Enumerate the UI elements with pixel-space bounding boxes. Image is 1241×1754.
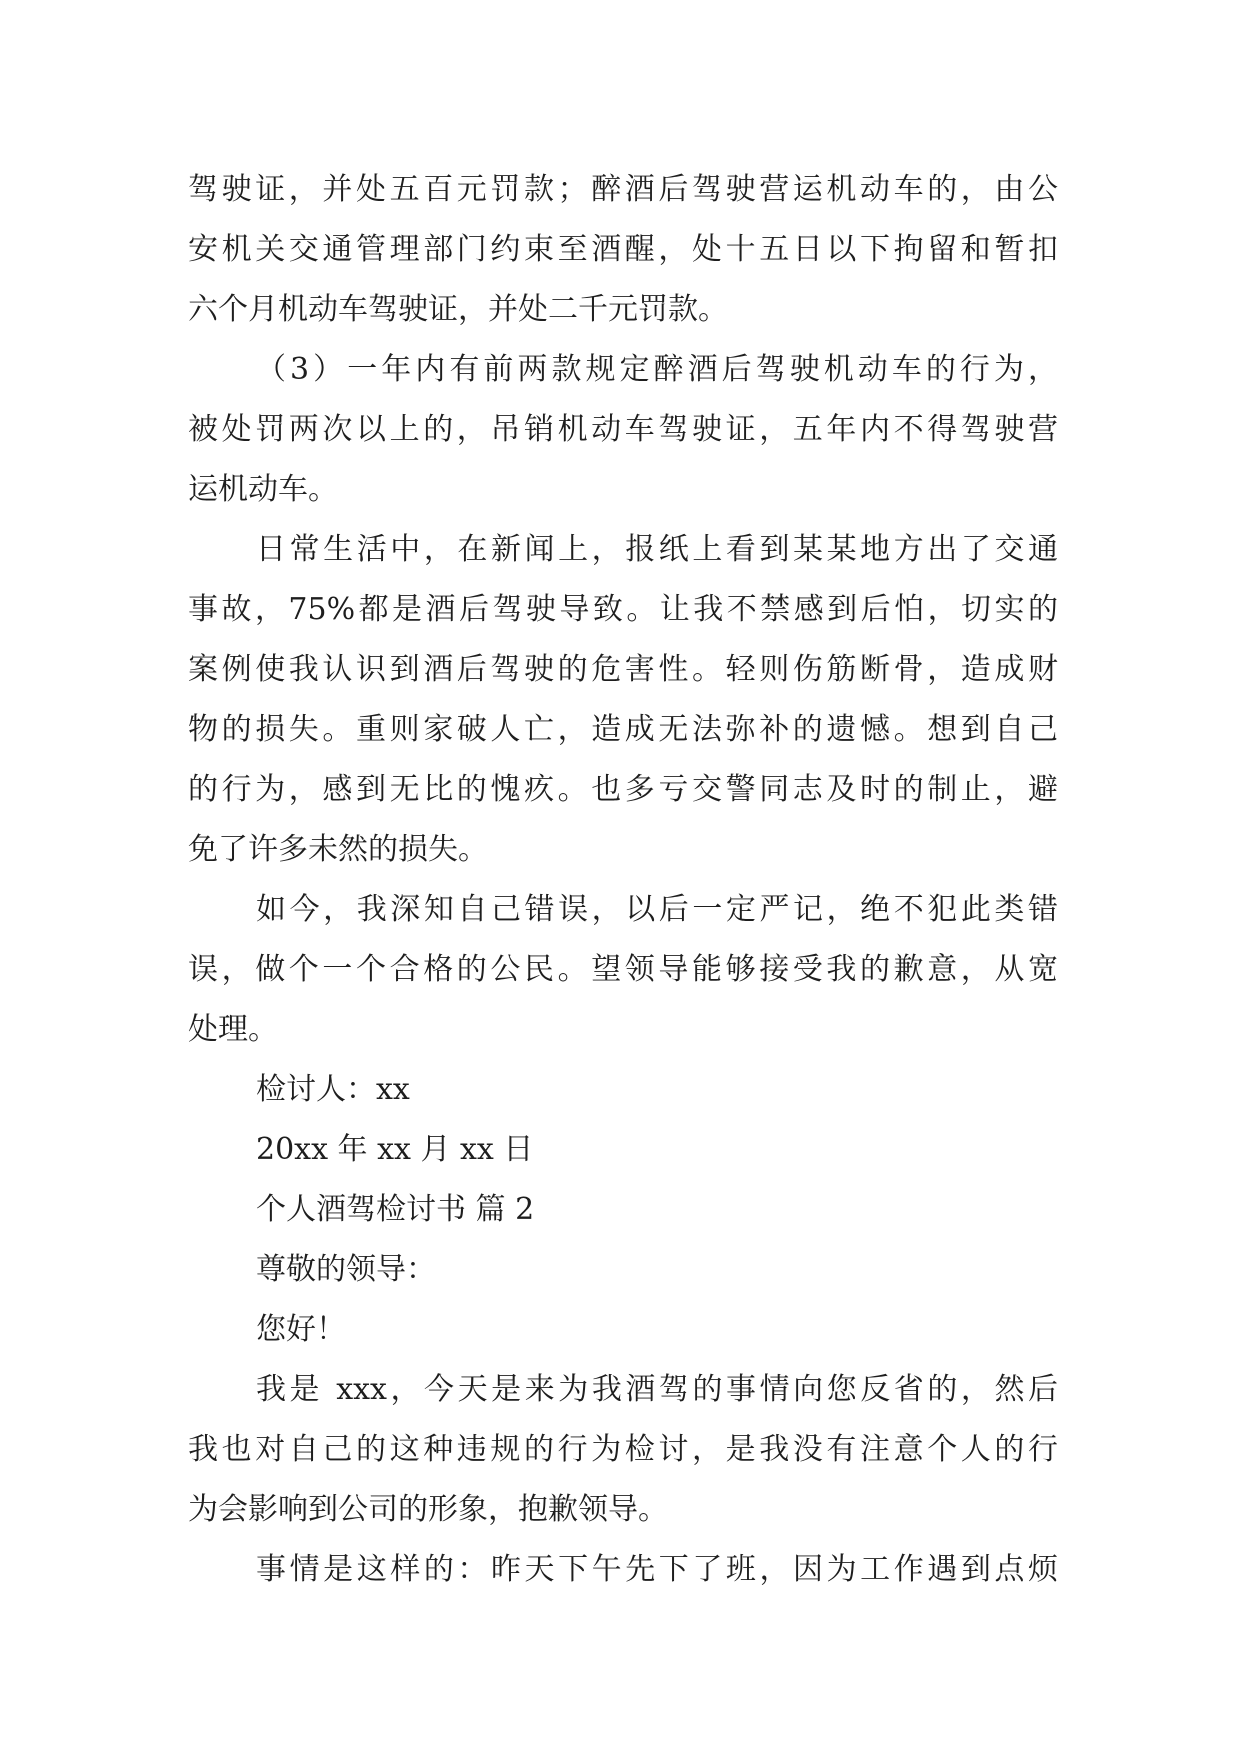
paragraph-daily-life: [188, 520, 1058, 880]
text-line: 事故，75%都是酒后驾驶导致。让我不禁感到后怕，切实的: [188, 592, 1058, 627]
text-line: 我是 xxx，今天是来为我酒驾的事情向您反省的，然后: [256, 1372, 1058, 1407]
signature-date: 20xx 年 xx 月 xx 日: [256, 1132, 534, 1167]
text-line: 免了许多未然的损失。: [188, 832, 488, 867]
paragraph-introduction: [188, 1360, 1058, 1540]
text-line: 物的损失。重则家破人亡，造成无法弥补的遗憾。想到自己: [188, 712, 1058, 747]
text-line: （3）一年内有前两款规定醉酒后驾驶机动车的行为，: [256, 352, 1058, 387]
text-line: 事情是这样的：昨天下午先下了班，因为工作遇到点烦: [256, 1552, 1058, 1587]
text-line: 我也对自己的这种违规的行为检讨，是我没有注意个人的行: [188, 1432, 1058, 1467]
paragraph-conclusion: [188, 880, 1058, 1060]
document-page: [188, 160, 1058, 1600]
signature-reviewer: 检讨人：xx: [256, 1072, 410, 1107]
text-line: 如今，我深知自己错误，以后一定严记，绝不犯此类错: [256, 892, 1058, 927]
text-line: 的行为，感到无比的愧疚。也多亏交警同志及时的制止，避: [188, 772, 1058, 807]
paragraph-incident: [188, 1540, 1058, 1600]
text-line: 驾驶证，并处五百元罚款；醉酒后驾驶营运机动车的，由公: [188, 172, 1058, 207]
paragraph-penalty-continued: [188, 160, 1058, 340]
text-line: 被处罚两次以上的，吊销机动车驾驶证，五年内不得驾驶营: [188, 412, 1058, 447]
section-title: 个人酒驾检讨书 篇 2: [256, 1192, 535, 1227]
text-line: 处理。: [188, 1012, 278, 1047]
text-line: 日常生活中，在新闻上，报纸上看到某某地方出了交通: [256, 532, 1058, 567]
text-line: 误，做个一个合格的公民。望领导能够接受我的歉意，从宽: [188, 952, 1058, 987]
greeting: 您好！: [256, 1312, 346, 1347]
paragraph-item-3: [188, 340, 1058, 520]
text-line: 六个月机动车驾驶证，并处二千元罚款。: [188, 292, 728, 327]
text-line: 安机关交通管理部门约束至酒醒，处十五日以下拘留和暂扣: [188, 232, 1058, 267]
text-line: 案例使我认识到酒后驾驶的危害性。轻则伤筋断骨，造成财: [188, 652, 1058, 687]
text-line: 为会影响到公司的形象，抱歉领导。: [188, 1492, 668, 1527]
salutation: 尊敬的领导：: [256, 1252, 436, 1287]
text-line: 运机动车。: [188, 472, 338, 507]
